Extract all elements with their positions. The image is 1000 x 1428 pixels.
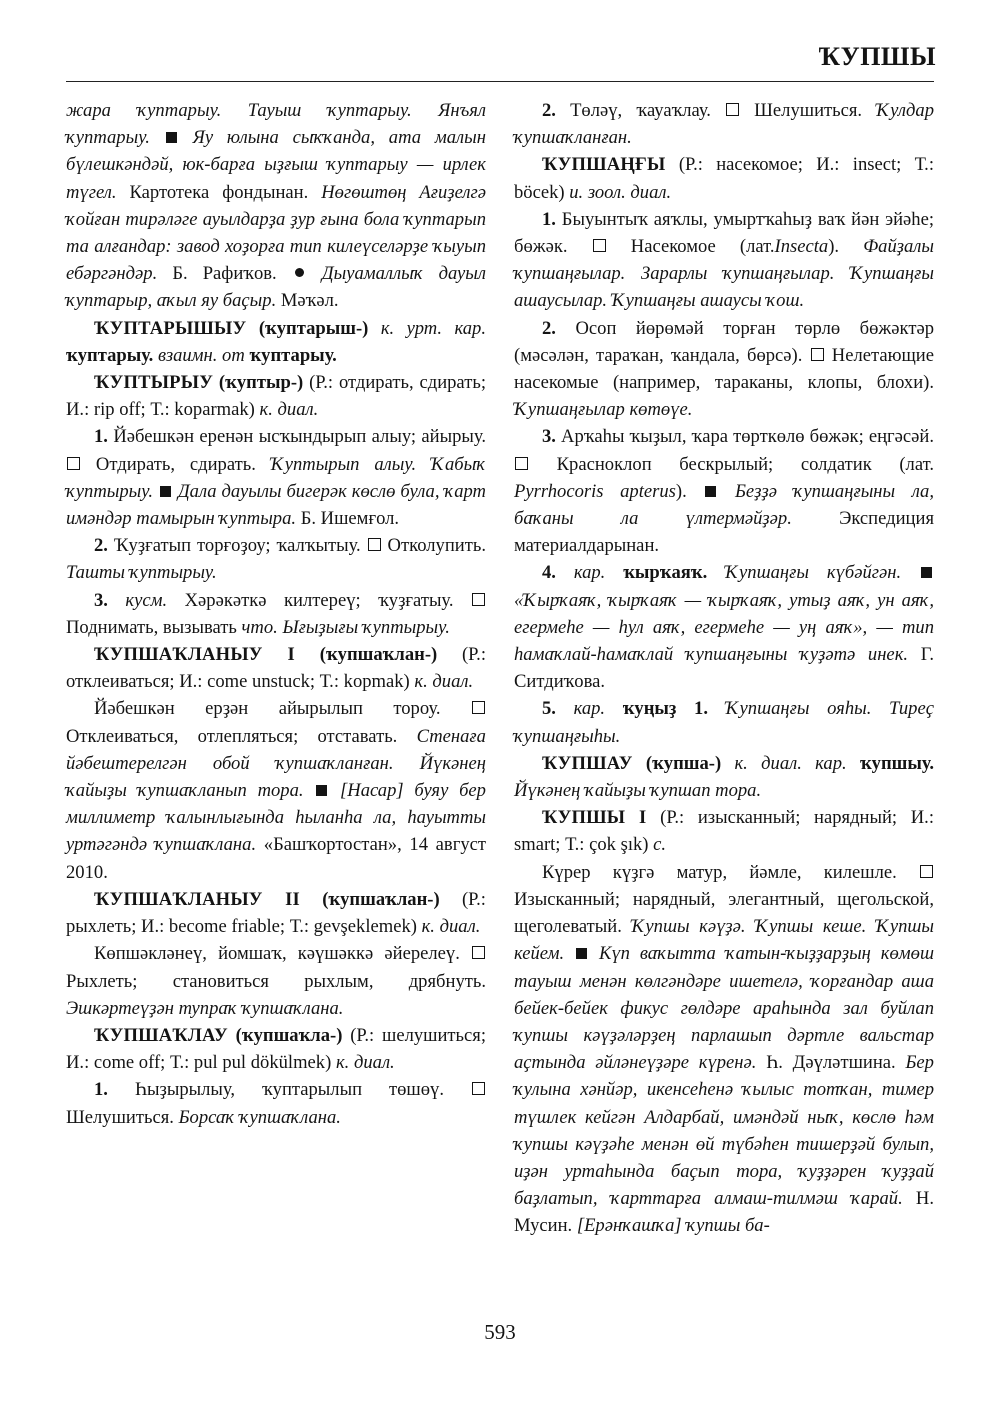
headword: ҠУПШЫ I [542,807,647,829]
open-square-icon [515,457,528,470]
sense [66,532,486,586]
source: Н. Мусин. [514,1188,934,1237]
definition: Ҡуҙғатып торғоҙоу; ҡалҡытыу. [113,535,361,557]
grammar-label: кар. [573,698,606,720]
dictionary-entry [66,1022,486,1076]
russian-equivalent: Поднимать, вызывать [66,616,237,638]
example-text: «Ҡырҡаяҡ, ҡырҡаяҡ — ҡырҡаяҡ, утыҙ аяҡ, ун аяҡ, егермеһе — һул аяҡ, егермеһе — уң аяҡ», — тип һамаҡлай-һамаҡлай ҡупшаңғыны ҡуҙәтә инек. [514,589,934,666]
example-text: Ҡупшы кәүҙә. Ҡупшы кеше. Ҡупшы кейем. [514,916,935,965]
sense-number: 1. [542,208,556,230]
definition: Хәрәкәткә килтереү; ҡуҙғатыу. [184,589,454,611]
definition: Йәбешкән ерҙән айырылып тороу. [94,698,441,720]
example-text: Беҙҙә ҡупшаңғыны ла, баҡаны ла үлтермәйҙәр. [514,480,934,530]
example-text: Стенаға йәбештерелгән обой ҡупшаҡланған. Йүкәнең ҡайыҙы ҡупшаҡланып тора. [66,725,486,802]
source: «Башҡортостан», 14 август 2010. [66,834,486,883]
cross-reference: ҡырҡаяҡ. [623,562,708,584]
example-text: Күп ваҡытта ҡатын-ҡыҙҙарҙың көмөш тауыш менән көлгәндәре ишетелә, ҡорғандар аша бейек-бейек фикус гөлдәре араһында зал буйлап ҡупшы кәүҙәләрҙең парлашып дәртле вальстар аҫтында әйләнеүҙәре күренә. [514,943,935,1074]
language-equivalents: (Р.: насекомое; И.: insect; Т.: böcek) [514,154,934,203]
sense [514,423,934,559]
dictionary-entry [514,750,934,804]
sense-number: 1. [94,426,108,448]
example-text: Ығыҙығы ҡуптырыу. [282,616,450,638]
example-text: Бер ҡулына хәнйәр, икенсеһенә ҡылыс тотҡан, тимер түшлек кейгән Алдарбай, имәндәй ныҡ, көслө һәм ҡупшы кәүҙәһе менән өй түбәһен тишерҙәй булып, иҙән уртаһында баҫып тора, ҡуҙҙәрен ҡуҙҙай баҙлатып, ҡарттарға алмаш-тилмәш ҡарай. [514,1052,934,1210]
source: Картотека фондынан. [129,181,309,203]
grammar-label: к. диал. кар. [734,752,847,774]
sense-number: 2. [542,100,556,121]
example-text: Ҡупшаңғы күбәйгән. [725,562,902,584]
example-text: Йүкәнең ҡайыҙы ҡупшап тора. [514,780,762,802]
russian-equivalent: Красноклоп бескрылый; солдатик (лат. [556,453,934,475]
cross-reference: ҡупшыу. [859,752,934,774]
cross-reference: ҡуңыҙ 1. [622,698,708,720]
headword-stem: (ҡупшаҡлан-) [322,888,440,910]
example-text: Борсаҡ ҡупшаҡлана. [178,1106,341,1128]
sense [514,859,934,1240]
translation: взаимн. от [158,344,245,366]
grammar-label: к. диал. [421,916,481,938]
headword-stem: (ҡуптыр-) [218,372,304,394]
definition: Осоп йөрөмәй торған төрлө бөжәктәр (мәсәлән, тараҡан, ҡандала, бөрсә). [514,317,934,366]
grammar-label: с. [653,834,667,856]
page-number: 593 [484,1320,516,1344]
language-equivalents: (Р.: рыхлеть; И.: become friable; Т.: gevşeklemek) [66,888,486,938]
headword-stem: (ҡупша-) [645,752,722,774]
sense-number: 1. [94,1079,108,1101]
headword: ҠУПШАҠЛАНЫУ II [94,888,300,910]
example-text: Дала дауылы бигерәк көслө була, ҡарт имәндәр тамырын ҡуптыра. [66,480,486,530]
dictionary-entry [66,641,486,695]
language-equivalents: (Р.: отклеиваться; И.: come unstuck; Т.: kopmak) [66,644,486,693]
example-text: [Насар] буяу бер миллиметр ҡалынлығында һыланһа ла, һауытты уртәгәндә ҡупшаҡлана. [66,780,486,856]
sense [514,559,934,695]
sense-number: 2. [94,535,108,557]
source: Һ. Дәүләтшина. [766,1052,896,1074]
black-square-icon [705,486,716,497]
example-text: Ҡуптырып алыу. Ҡабыҡ ҡуптырыу. [66,453,486,502]
source: Экспедиция материалдарынан. [514,508,934,557]
latin-name: Insecta [774,236,829,258]
grammar-label: кар. [573,562,606,584]
punctuation: ). [828,236,840,258]
right-column [514,97,934,1240]
russian-equivalent: Нелетающие насекомые (например, тараканы, клопы, блохи). [514,344,934,394]
definition: Һыҙырылыу, ҡуптарылып төшөү. [134,1079,444,1101]
open-square-icon [472,593,485,606]
example-text: Ҡупшаңғы ояһы. Тиреҫ ҡупшаңғыһы. [514,698,934,747]
russian-equivalent: Насекомое (лат. [630,236,775,258]
headword-stem: (ҡупшаҡла-) [235,1024,343,1046]
example-text: Файҙалы ҡупшаңғылар. Зарарлы ҡупшаңғылар. Ҡупшаңғы ашаусылар. Ҡупшаңғы ашаусы ҡош. [514,236,935,312]
russian-equivalent: Изысканный; нарядный, элегантный, щегольской, щеголеватый. [514,888,934,938]
sense [66,940,486,1022]
black-square-icon [316,785,327,796]
russian-equivalent: Шелушиться. [754,100,863,121]
grammar-label: что. [241,616,278,638]
headword: ҠУПШАҢҒЫ [542,154,666,176]
open-square-icon [726,103,739,116]
grammar-label: к. диал. [335,1052,395,1074]
cross-reference: ҡуптарыу. [66,344,154,366]
example-text: Ташты ҡуптырыу. [66,562,217,584]
sense [66,1076,486,1130]
example-text: Ҡупшаңғылар көтөүе. [514,399,693,421]
dictionary-entry [66,369,486,423]
cross-reference: ҡуптарыу. [249,344,337,366]
language-equivalents: (Р.: отдирать, сдирать; И.: rip off; Т.: koparmak) [66,372,486,421]
grammar-label: и. зоол. диал. [569,181,672,203]
bullet-dot-icon [295,268,304,277]
dictionary-entry [66,315,486,369]
latin-name: Pyrrhocoris apterus [514,480,676,502]
source: Г. Ситдиҡова. [514,644,934,693]
black-square-icon [921,567,932,578]
black-square-icon [166,132,177,143]
open-square-icon [811,348,824,361]
example-text: [Ерәнҡашҡа] ҡупшы ба- [576,1215,770,1237]
sense [66,587,486,641]
definition: Арҡаһы ҡыҙыл, ҡара төрткөлө бөжәк; еңгәсәй. [561,426,935,448]
russian-equivalent: Шелушиться. [66,1106,174,1128]
definition: Йәбешкән еренән ысҡындырып алыу; айырыу. [113,426,486,448]
sense [66,695,486,885]
source: Б. Ишемғол. [300,508,400,530]
russian-equivalent: Отколупить. [387,535,486,557]
open-square-icon [593,239,606,252]
black-square-icon [160,486,171,497]
headword: ҠУПШАҠЛАУ [94,1024,228,1046]
definition: Төләү, ҡауаҡлау. [570,100,711,121]
running-head: ҠУПШЫ [818,42,936,71]
definition: Быуынтыҡ аяҡлы, умыртҡаһыҙ ваҡ йән эйәһе; бөжәк. [514,208,934,258]
example-text: жара ҡуптарыу. Тауыш ҡуптарыу. Янъял ҡуптарыу. [66,100,486,149]
sense-number: 4. [542,562,556,584]
language-equivalents: (Р.: шелушиться; И.: come off; Т.: pul pul dökülmek) [66,1024,486,1074]
dictionary-entry [514,804,934,858]
sense [514,97,934,151]
proverb-text: Дыуамаллыҡ дауыл ҡуптарыр, аҡыл яу баҫыр. [66,263,487,312]
open-square-icon [920,865,933,878]
sense [514,315,934,424]
grammar-label: к. диал. [259,399,319,421]
headword: ҠУПШАУ [542,752,633,774]
headword-stem: (ҡуптарыш-) [258,317,369,339]
open-square-icon [67,457,80,470]
definition: Көпшәкләнеү, йомшаҡ, кәүшәккә әйерелеү. [94,943,460,965]
grammar-label: к. урт. кар. [380,317,486,339]
sense-number: 2. [542,317,556,339]
open-square-icon [368,538,381,551]
open-square-icon [472,946,485,959]
dictionary-entry [514,151,934,205]
dictionary-entry [66,886,486,940]
open-square-icon [472,701,485,714]
sense-number: 3. [94,589,108,611]
sense [514,695,934,749]
russian-equivalent: Отклеиваться, отлепляться; отставать. [66,725,398,747]
russian-equivalent: Рыхлеть; становиться рыхлым, дрябнуть. [66,970,486,992]
left-column [66,97,486,1131]
headword: ҠУПТЫРЫУ [94,372,214,394]
black-square-icon [576,948,587,959]
entry-continuation [66,97,486,315]
example-text: Ҡулдар ҡупшаҡланған. [514,100,935,149]
sense [66,423,486,532]
language-equivalents: (Р.: изысканный; нарядный; И.: smart; Т.: çok şık) [514,807,934,856]
source: Б. Рафиҡов. [172,263,277,285]
example-text: Яу юлына сыҡҡанда, ата малын бүлешкәндәй, юк-барға ыҙғыш ҡуптарыу — ирлек түгел. [66,127,486,203]
header-rule [66,81,934,82]
example-text: Нөгөштөң Ағиҙелгә ҡойған тирәләге ауылдарҙа ҙур ғына бола ҡуптарып та алғандар: завод хоҙорға тип килеүселәрҙе ҡыуып ебәргәндәр. [66,181,486,285]
sense [514,206,934,315]
definition: Күрер күҙгә матур, йәмле, килешле. [542,861,897,883]
headword: ҠУПТАРЫШЫУ [94,317,247,339]
punctuation: ). [675,480,687,502]
russian-equivalent: Отдирать, сдирать. [95,453,256,475]
sense-number: 5. [542,698,556,720]
example-text: Эшкәртеүҙән тупраҡ ҡупшаҡлана. [66,997,344,1019]
headword: ҠУПШАҠЛАНЫУ I [94,644,295,666]
source: Мәҡәл. [280,290,339,312]
grammar-label: к. диал. [414,671,474,693]
open-square-icon [472,1082,485,1095]
sense-number: 3. [542,426,556,448]
headword-stem: (ҡупшаҡлан-) [319,644,438,666]
grammar-label: кусм. [125,589,168,611]
